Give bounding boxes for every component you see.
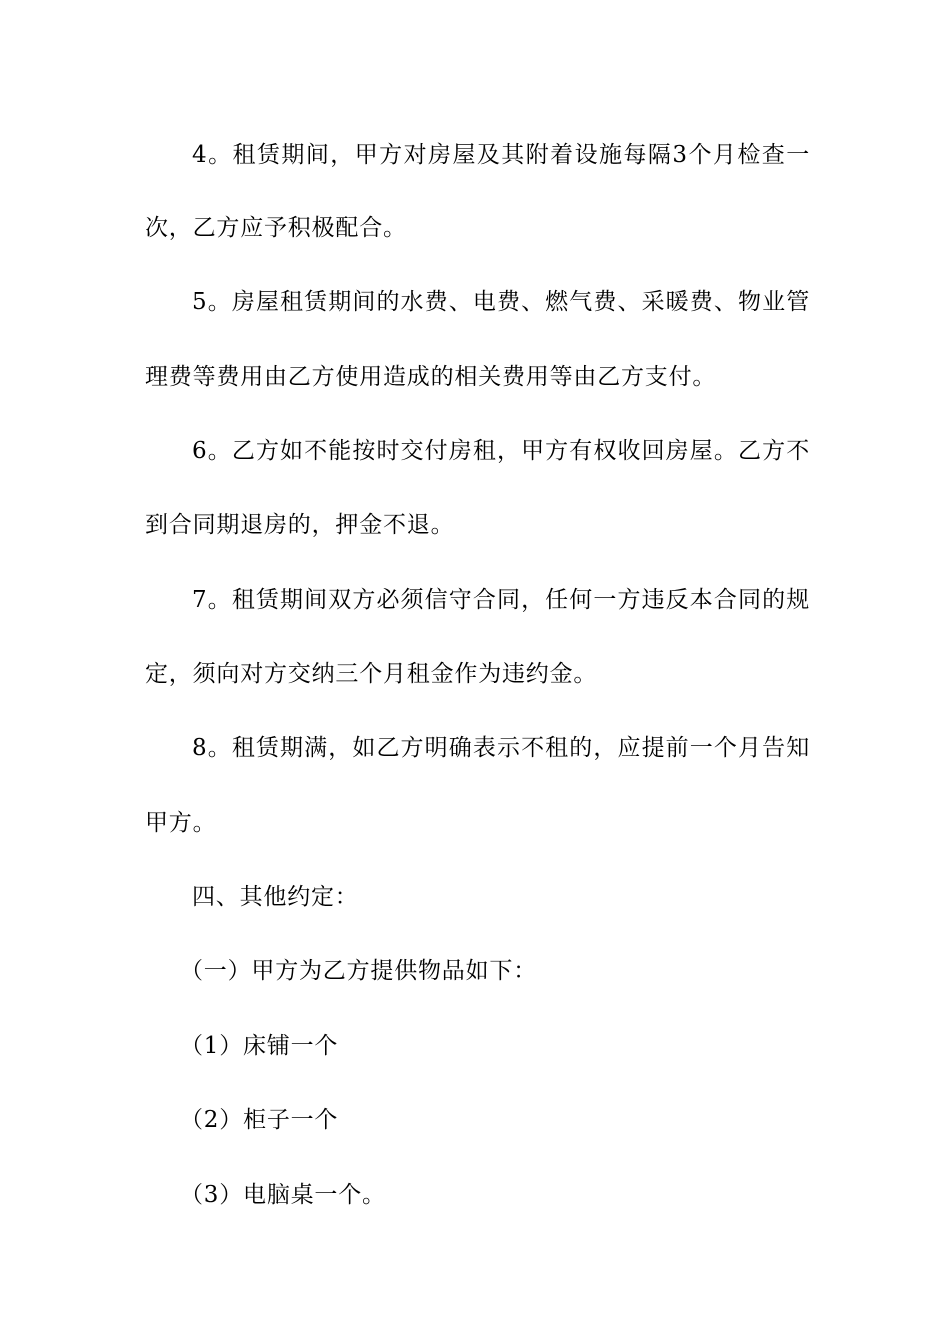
clause-5-line-1: 5。房屋租赁期间的水费、电费、燃气费、采暖费、物业管 xyxy=(192,289,810,315)
clause-8-line-1: 8。租赁期满，如乙方明确表示不租的，应提前一个月告知 xyxy=(192,735,810,761)
clause-6-line-1: 6。乙方如不能按时交付房租，甲方有权收回房屋。乙方不 xyxy=(192,438,810,464)
clause-5-line-2: 理费等费用由乙方使用造成的相关费用等由乙方支付。 xyxy=(145,364,717,390)
subsection-provided-items: （一）甲方为乙方提供物品如下： xyxy=(180,958,537,984)
list-item-cabinet: （2）柜子一个 xyxy=(180,1107,339,1133)
clause-7-line-2: 定，须向对方交纳三个月租金作为违约金。 xyxy=(145,661,598,687)
clause-6-line-2: 到合同期退房的，押金不退。 xyxy=(145,512,455,538)
list-item-bed: （1）床铺一个 xyxy=(180,1033,339,1059)
clause-7-line-1: 7。租赁期间双方必须信守合同，任何一方违反本合同的规 xyxy=(192,587,810,613)
section-heading-other-terms: 四、其他约定： xyxy=(192,884,359,910)
list-item-computer-desk: （3）电脑桌一个。 xyxy=(180,1182,386,1208)
clause-4-line-1: 4。租赁期间，甲方对房屋及其附着设施每隔3个月检查一 xyxy=(192,142,810,168)
clause-8-line-2: 甲方。 xyxy=(145,810,217,836)
clause-4-line-2: 次，乙方应予积极配合。 xyxy=(145,215,407,241)
